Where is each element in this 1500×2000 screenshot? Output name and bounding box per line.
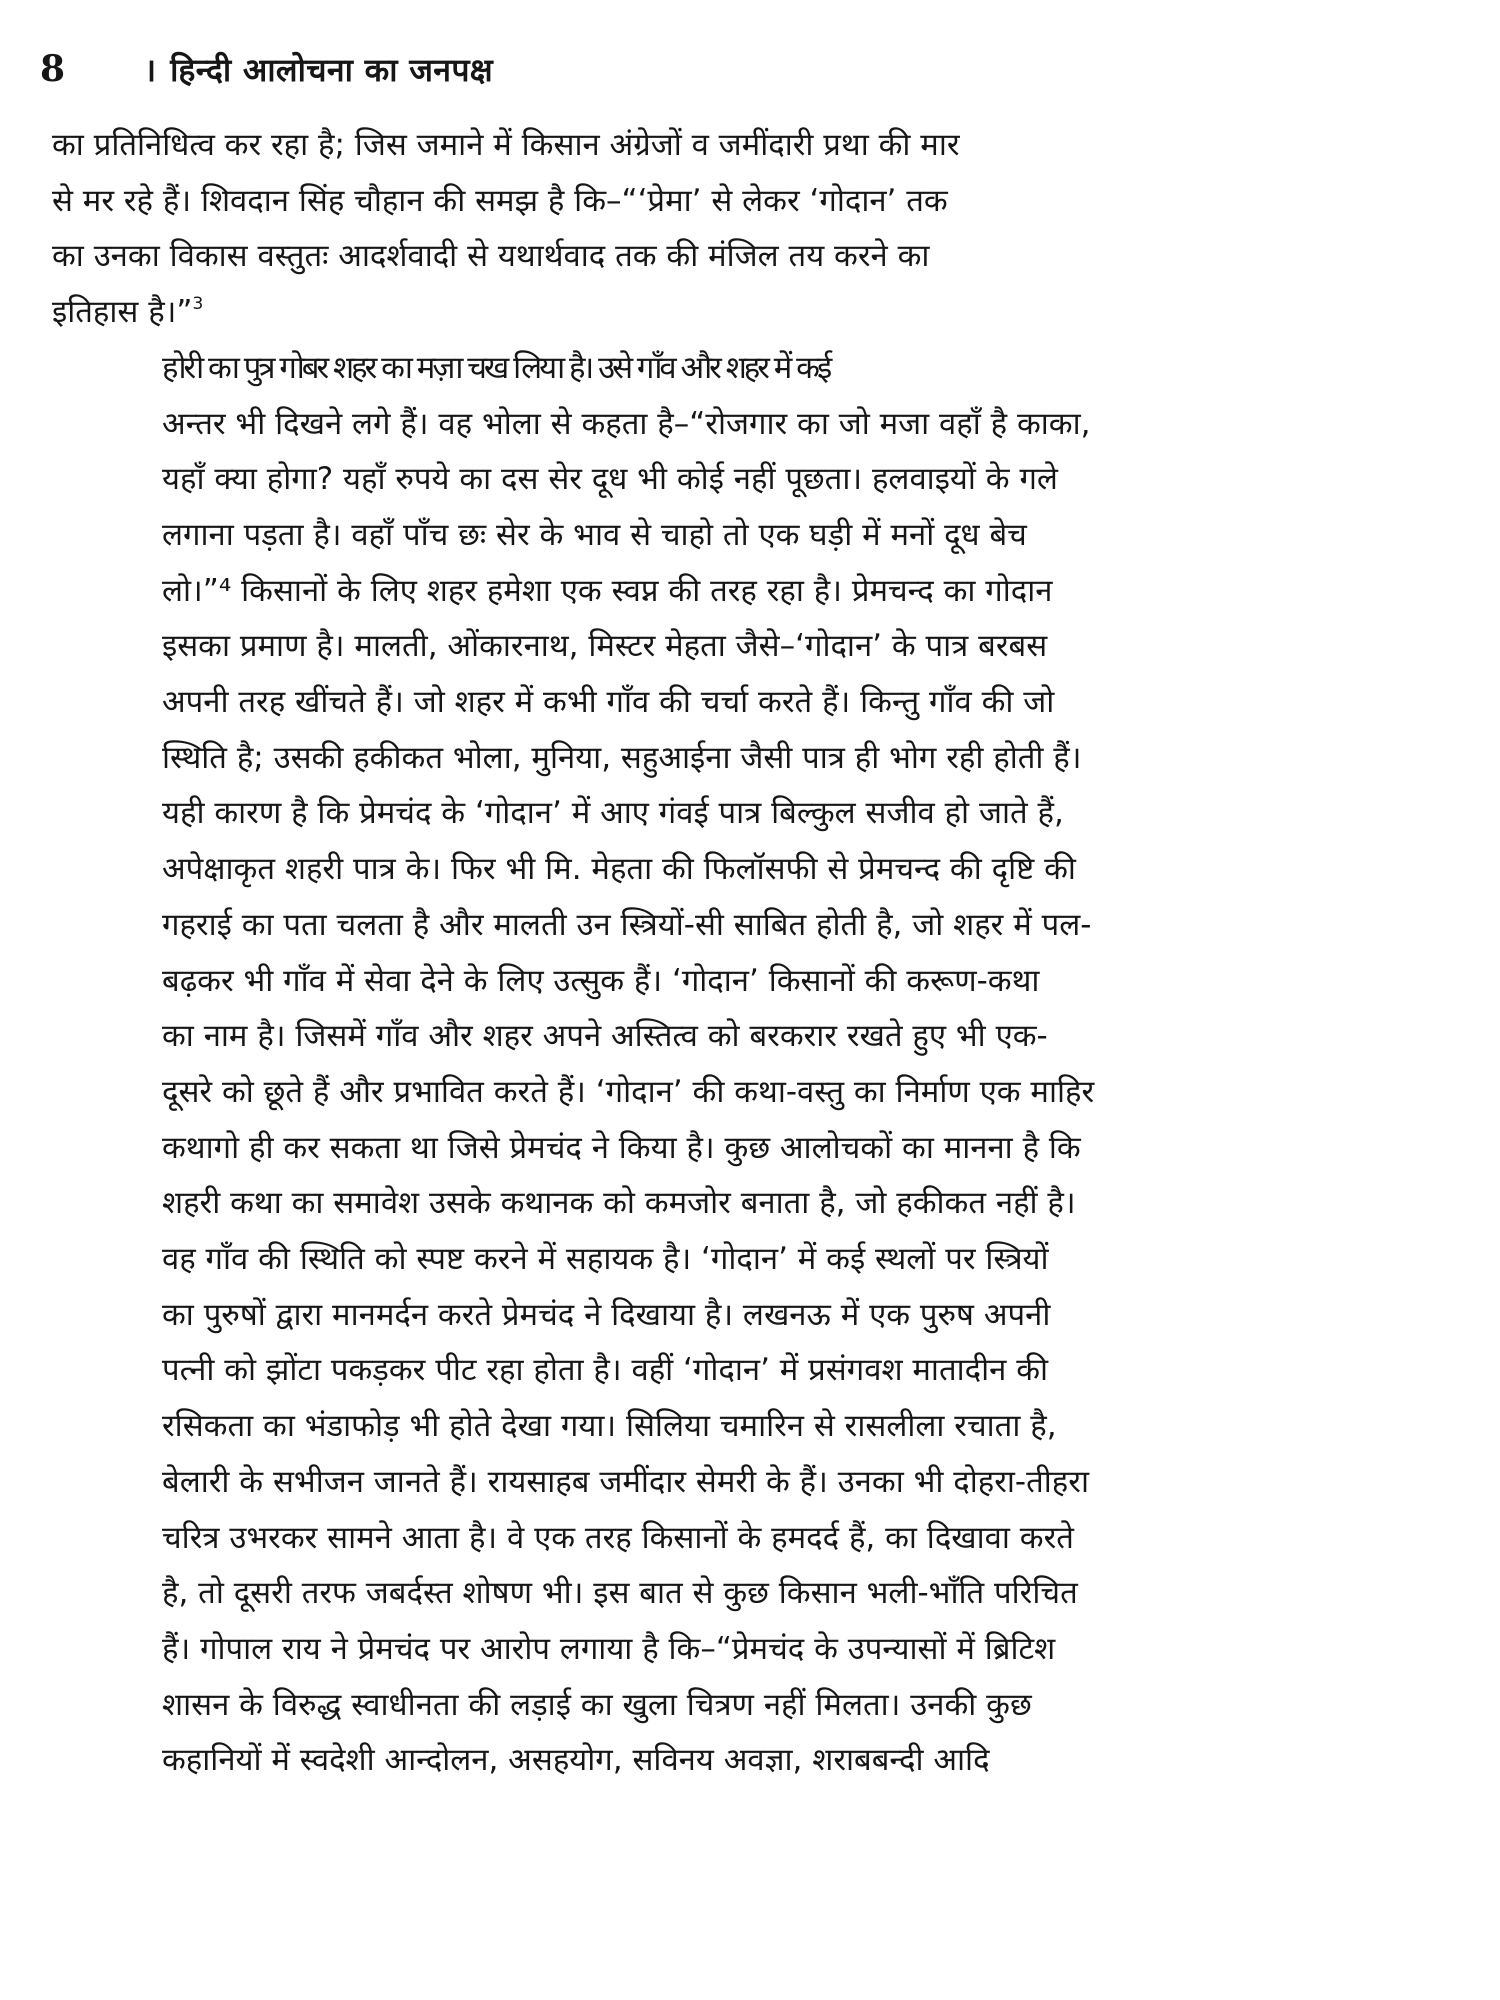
- text-line: हैं। गोपाल राय ने प्रेमचंद पर आरोप लगाया है कि–“प्रेमचंद के उपन्यासों में ब्रिटिश: [162, 1630, 1056, 1667]
- header-separator: ।: [144, 51, 157, 89]
- footnote-ref: 3: [192, 294, 204, 315]
- text-line: पत्नी को झोंटा पकड़कर पीट रहा होता है। वहीं ‘गोदान’ में प्रसंगवश मातादीन की: [162, 1352, 1049, 1389]
- text-line: का नाम है। जिसमें गाँव और शहर अपने अस्तित्व को बरकरार रखते हुए भी एक-: [162, 1018, 1048, 1055]
- text-line: अन्तर भी दिखने लगे हैं। वह भोला से कहता है–“रोजगार का जो मजा वहाँ है काका,: [162, 405, 1091, 442]
- text-line: बढ़कर भी गाँव में सेवा देने के लिए उत्सुक हैं। ‘गोदान’ किसानों की करूण-कथा: [162, 962, 1040, 999]
- text-line: गहराई का पता चलता है और मालती उन स्त्रियों-सी साबित होती है, जो शहर में पल-: [162, 906, 1092, 943]
- text-line: है, तो दूसरी तरफ जबर्दस्त शोषण भी। इस बात से कुछ किसान भली-भाँति परिचित: [162, 1575, 1078, 1612]
- text-line-content: इतिहास है।”: [52, 294, 193, 331]
- paragraph-continued: [52, 118, 1460, 341]
- paragraph-godan-city-village: [52, 341, 1460, 1789]
- text-line: वह गाँव की स्थिति को स्पष्ट करने में सहायक है। ‘गोदान’ में कई स्थलों पर स्त्रियों: [162, 1241, 1049, 1278]
- page-number: 8: [40, 48, 66, 90]
- text-line: अपनी तरह खींचते हैं। जो शहर में कभी गाँव की चर्चा करते हैं। किन्तु गाँव की जो: [162, 684, 1055, 721]
- text-line: यही कारण है कि प्रेमचंद के ‘गोदान’ में आए गंवई पात्र बिल्कुल सजीव हो जाते हैं,: [162, 795, 1064, 832]
- text-line: अपेक्षाकृत शहरी पात्र के। फिर भी मि. मेहता की फिलॉसफी से प्रेमचन्द की दृष्टि की: [162, 851, 1076, 888]
- text-line: लगाना पड़ता है। वहाँ पाँच छः सेर के भाव से चाहो तो एक घड़ी में मनों दूध बेच: [162, 516, 1027, 553]
- book-title: हिन्दी आलोचना का जनपक्ष: [170, 51, 494, 89]
- text-line: यहाँ क्या होगा? यहाँ रुपये का दस सेर दूध भी कोई नहीं पूछता। हलवाइयों के गले: [162, 461, 1058, 498]
- text-line: स्थिति है; उसकी हकीकत भोला, मुनिया, सहुआईना जैसी पात्र ही भोग रही होती हैं।: [162, 739, 1082, 776]
- text-line: कथागो ही कर सकता था जिसे प्रेमचंद ने किया है। कुछ आलोचकों का मानना है कि: [162, 1129, 1081, 1166]
- text-line: बेलारी के सभीजन जानते हैं। रायसाहब जमींदार सेमरी के हैं। उनका भी दोहरा-तीहरा: [162, 1463, 1089, 1500]
- text-line: कहानियों में स्वदेशी आन्दोलन, असहयोग, सविनय अवज्ञा, शराबबन्दी आदि: [162, 1742, 990, 1779]
- text-line: इसका प्रमाण है। मालती, ओंकारनाथ, मिस्टर मेहता जैसे–‘गोदान’ के पात्र बरबस: [162, 628, 1048, 665]
- text-line: दूसरे को छूते हैं और प्रभावित करते हैं। ‘गोदान’ की कथा-वस्तु का निर्माण एक माहिर: [162, 1073, 1095, 1110]
- text-line: लो।”⁴ किसानों के लिए शहर हमेशा एक स्वप्न की तरह रहा है। प्रेमचन्द का गोदान: [162, 572, 1053, 609]
- text-line: रसिकता का भंडाफोड़ भी होते देखा गया। सिलिया चमारिन से रासलीला रचाता है,: [162, 1408, 1057, 1445]
- running-head: [40, 48, 493, 91]
- text-line: होरी का पुत्र गोबर शहर का मज़ा चख लिया है। उसे गाँव और शहर में कई: [162, 349, 830, 386]
- text-line: शहरी कथा का समावेश उसके कथानक को कमजोर बनाता है, जो हकीकत नहीं है।: [162, 1185, 1076, 1222]
- body-text: [52, 118, 1460, 1789]
- text-line: चरित्र उभरकर सामने आता है। वे एक तरह किसानों के हमदर्द हैं, का दिखावा करते: [162, 1519, 1074, 1556]
- text-line: का पुरुषों द्वारा मानमर्दन करते प्रेमचंद ने दिखाया है। लखनऊ में एक पुरुष अपनी: [162, 1296, 1051, 1333]
- text-line: शासन के विरुद्ध स्वाधीनता की लड़ाई का खुला चित्रण नहीं मिलता। उनकी कुछ: [162, 1686, 1032, 1723]
- text-line: से मर रहे हैं। शिवदान सिंह चौहान की समझ है कि–“‘प्रेमा’ से लेकर ‘गोदान’ तक: [52, 182, 948, 219]
- text-line: का उनका विकास वस्तुतः आदर्शवादी से यथार्थवाद तक की मंजिल तय करने का: [52, 238, 930, 275]
- text-line: का प्रतिनिधित्व कर रहा है; जिस जमाने में किसान अंग्रेजों व जमींदारी प्रथा की मार: [52, 127, 960, 163]
- text-line: [52, 285, 1460, 341]
